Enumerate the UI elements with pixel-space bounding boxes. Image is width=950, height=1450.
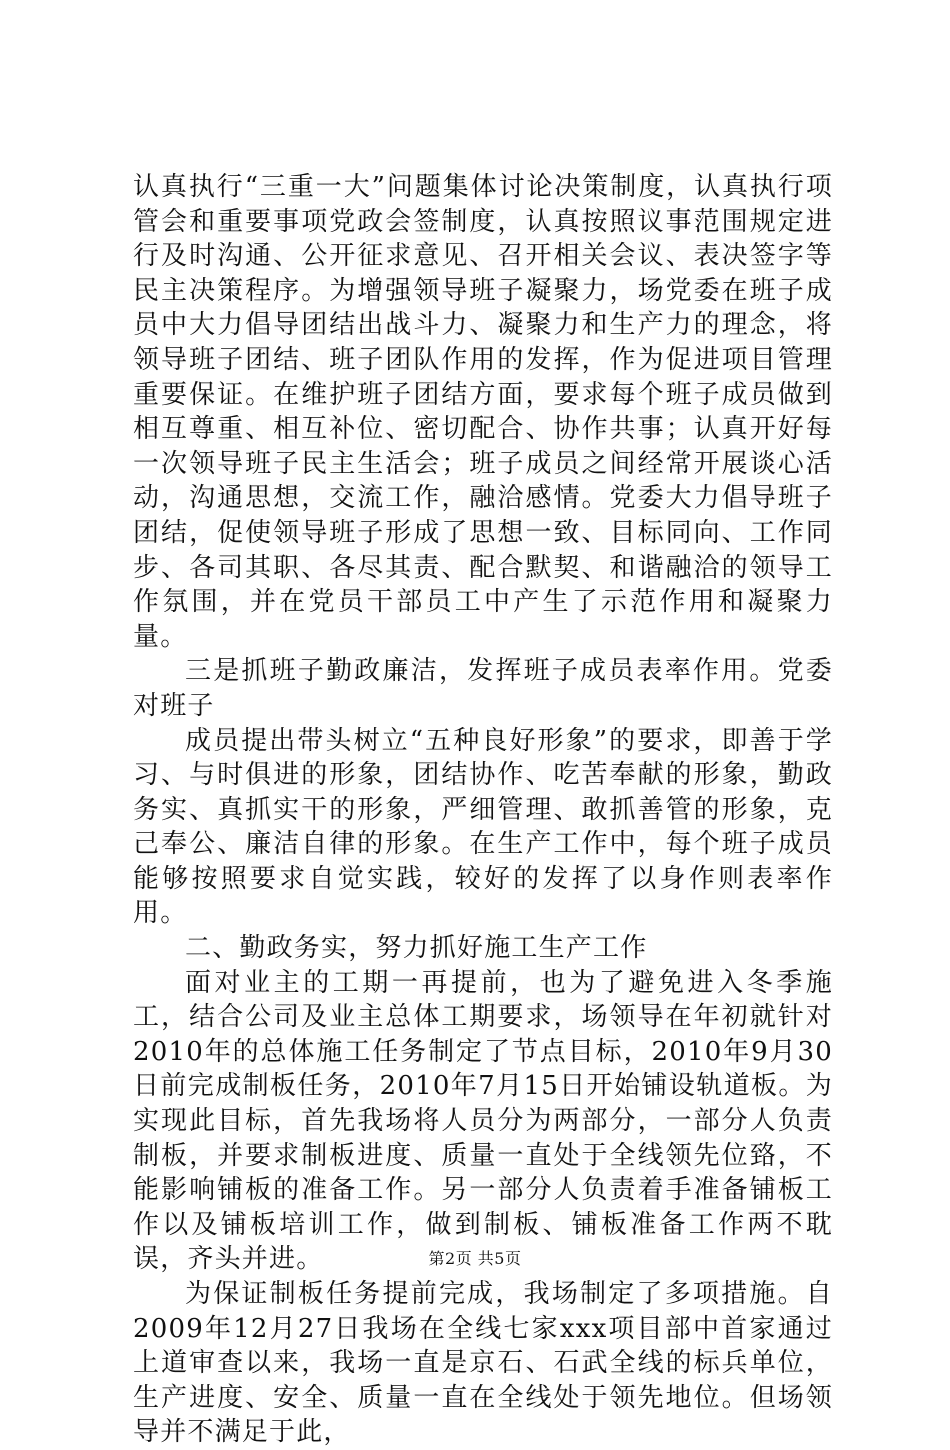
- paragraph-schedule-goals: 面对业主的工期一再提前，也为了避免进入冬季施工，结合公司及业主总体工期要求，场领导在年初就针对2010年的总体施工任务制定了节点目标，2010年9月30日前完成制板任务，2010年7月15日开始铺设轨道板。为实现此目标，首先我场将人员分为两部分，一部分人负责制板，并要求制板进度、质量一直处于全线领先位臵，不能影响铺板的准备工作。另一部分人负责着手准备铺板工作以及铺板培训工作，做到制板、铺板准备工作两不耽误，齐头并进。: [133, 967, 833, 1275]
- paragraph-integrity-heading: 三是抓班子勤政廉洁，发挥班子成员表率作用。党委对班子: [133, 656, 833, 721]
- paragraph-five-images: 成员提出带头树立“五种良好形象”的要求，即善于学习、与时俱进的形象，团结协作、吃苦奉献的形象，勤政务实、真抓实干的形象，严细管理、敢抓善管的形象，克己奉公、廉洁自律的形象。在生产工作中，每个班子成员能够按照要求自觉实践，较好的发挥了以身作则表率作用。: [133, 725, 833, 929]
- paragraph-decision-system: 认真执行“三重一大”问题集体讨论决策制度，认真执行项管会和重要事项党政会签制度，认真按照议事范围规定进行及时沟通、公开征求意见、召开相关会议、表决签字等民主决策程序。为增强领导班子凝聚力，场党委在班子成员中大力倡导团结出战斗力、凝聚力和生产力的理念，将领导班子团结、班子团队作用的发挥，作为促进项目管理重要保证。在维护班子团结方面，要求每个班子成员做到相互尊重、相互补位、密切配合、协作共事；认真开好每一次领导班子民主生活会；班子成员之间经常开展谈心活动，沟通思想，交流工作，融洽感情。党委大力倡导班子团结，促使领导班子形成了思想一致、目标同向、工作同步、各司其职、各尽其责、配合默契、和谐融洽的领导工作氛围，并在党员干部员工中产生了示范作用和凝聚力量。: [133, 172, 833, 652]
- page-number-footer: 第2页 共5页: [428, 1249, 522, 1268]
- section-heading-production: 二、勤政务实，努力抓好施工生产工作: [185, 933, 648, 964]
- paragraph-measures: 为保证制板任务提前完成，我场制定了多项措施。自2009年12月27日我场在全线七家xxx项目部中首家通过上道审查以来，我场一直是京石、石武全线的标兵单位，生产进度、安全、质量一直在全线处于领先地位。但场领导并不满足于此，: [133, 1279, 833, 1448]
